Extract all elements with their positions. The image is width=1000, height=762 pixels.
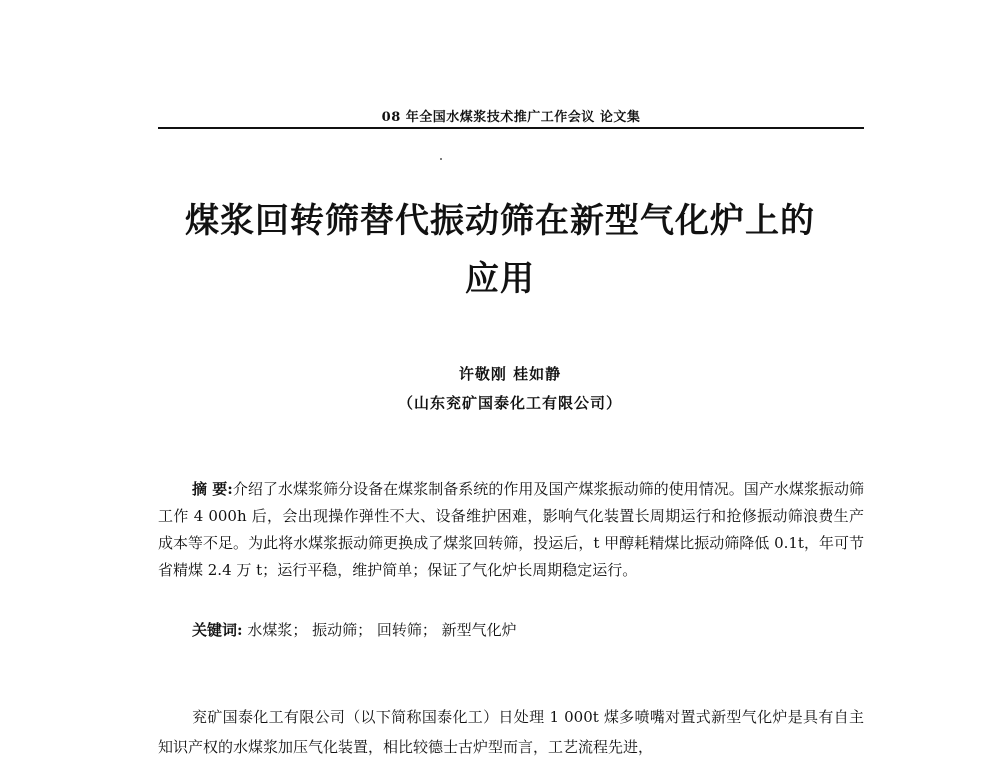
header-rule	[158, 127, 864, 129]
keywords-label: 关键词:	[192, 621, 243, 639]
running-header: 08 年全国水煤浆技术推广工作会议 论文集	[381, 110, 641, 125]
paper-title-line-1: 煤浆回转筛替代振动筛在新型气化炉上的	[185, 201, 815, 241]
paper-title	[150, 192, 850, 308]
keywords-text: 水煤浆； 振动筛； 回转筛； 新型气化炉	[247, 621, 517, 639]
abstract	[158, 476, 864, 584]
keywords	[192, 617, 862, 644]
authors: 许敬刚 桂如静	[458, 365, 562, 383]
paper-title-line-2: 应用	[465, 259, 535, 299]
affiliation: （山东兖矿国泰化工有限公司）	[397, 394, 622, 412]
scan-speck	[440, 158, 442, 160]
abstract-label: 摘 要:	[192, 480, 233, 498]
abstract-text: 介绍了水煤浆筛分设备在煤浆制备系统的作用及国产煤浆振动筛的使用情况。国产水煤浆振动筛工作 4 000h 后，会出现操作弹性不大、设备维护困难，影响气化装置长周期运行和抢修振动筛浪费生产成本等不足。为此将水煤浆振动筛更换成了煤浆回转筛，投运后，t 甲醇耗精煤比振动筛降低 0.1t，年可节省精煤 2.4 万 t；运行平稳，维护简单；保证了气化炉长周期稳定运行。	[158, 480, 864, 579]
body-paragraph: 兖矿国泰化工有限公司（以下简称国泰化工）日处理 1 000t 煤多喷嘴对置式新型气化炉是具有自主知识产权的水煤浆加压气化装置，相比较德士古炉型而言，工艺流程先进，	[158, 708, 864, 756]
